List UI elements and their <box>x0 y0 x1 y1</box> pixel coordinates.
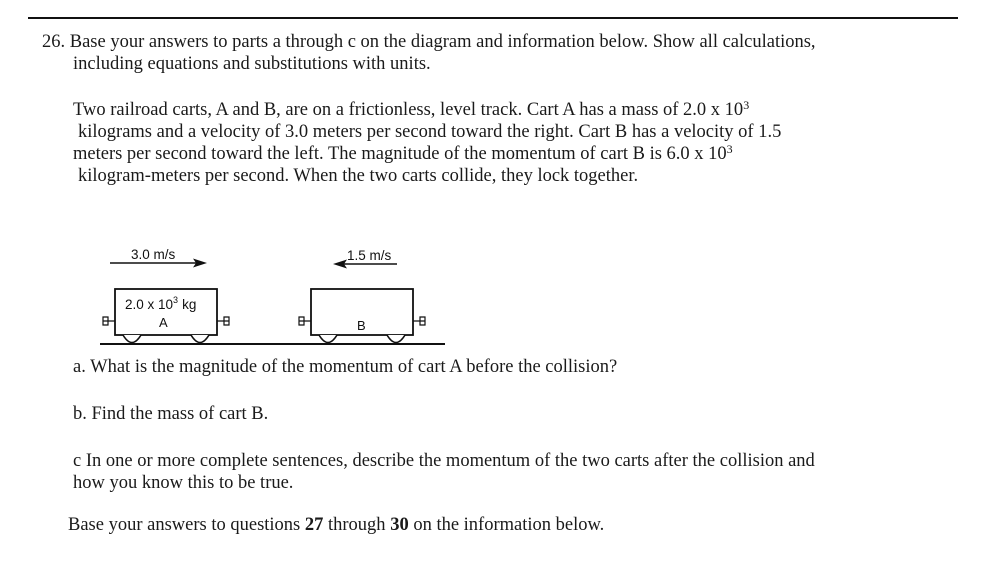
part-a-question: a. What is the magnitude of the momentum of cart A before the collision? <box>73 357 618 377</box>
question-instruction-line2: including equations and substitutions with units. <box>73 54 431 74</box>
footer-end-number: 30 <box>390 515 409 535</box>
cart-a-mass: 2.0 x $10^3$ kg <box>125 295 197 312</box>
cart-b-label: B <box>357 318 366 333</box>
part-c-line2: how you know this to be true. <box>73 473 294 493</box>
paragraph-line4: kilogram-meters per second. When the two carts collide, they lock together. <box>78 166 639 186</box>
carts-diagram <box>95 240 455 355</box>
cart-a-label: A <box>159 315 168 330</box>
question-number: 26. <box>42 32 66 52</box>
part-c-line1: c In one or more complete sentences, describe the momentum of the two carts after the collision and <box>73 451 815 471</box>
cart-a-velocity-label: 3.0 m/s <box>131 247 176 262</box>
paragraph-line1: Two railroad carts, A and B, are on a frictionless, level track. Cart A has a mass of 2.0 x $10^3$ <box>73 98 750 120</box>
paragraph-line2: kilograms and a velocity of 3.0 meters per second toward the right. Cart B has a velocity of 1.5 <box>78 122 782 142</box>
part-c-question <box>73 450 815 494</box>
paragraph-exponent-3: 3 <box>726 142 733 156</box>
problem-paragraph <box>73 99 781 187</box>
top-rule <box>28 17 958 19</box>
question-header <box>42 31 816 75</box>
question-instruction-line1: Base your answers to parts a through c on the diagram and information below. Show all calculations, <box>69 32 816 52</box>
paragraph-line3: meters per second toward the left. The magnitude of the momentum of cart B is 6.0 x $10^3$ <box>73 142 733 164</box>
footer-start-number: 27 <box>304 515 324 535</box>
cart-a <box>103 289 229 343</box>
cart-b <box>299 289 425 343</box>
cart-b-velocity-label: 1.5 m/s <box>347 248 392 263</box>
part-b-question: b. Find the mass of cart B. <box>73 404 269 424</box>
paragraph-exponent-1: 3 <box>743 98 750 112</box>
next-questions-instruction: Base your answers to questions 27 through 30 on the information below. <box>68 515 605 535</box>
